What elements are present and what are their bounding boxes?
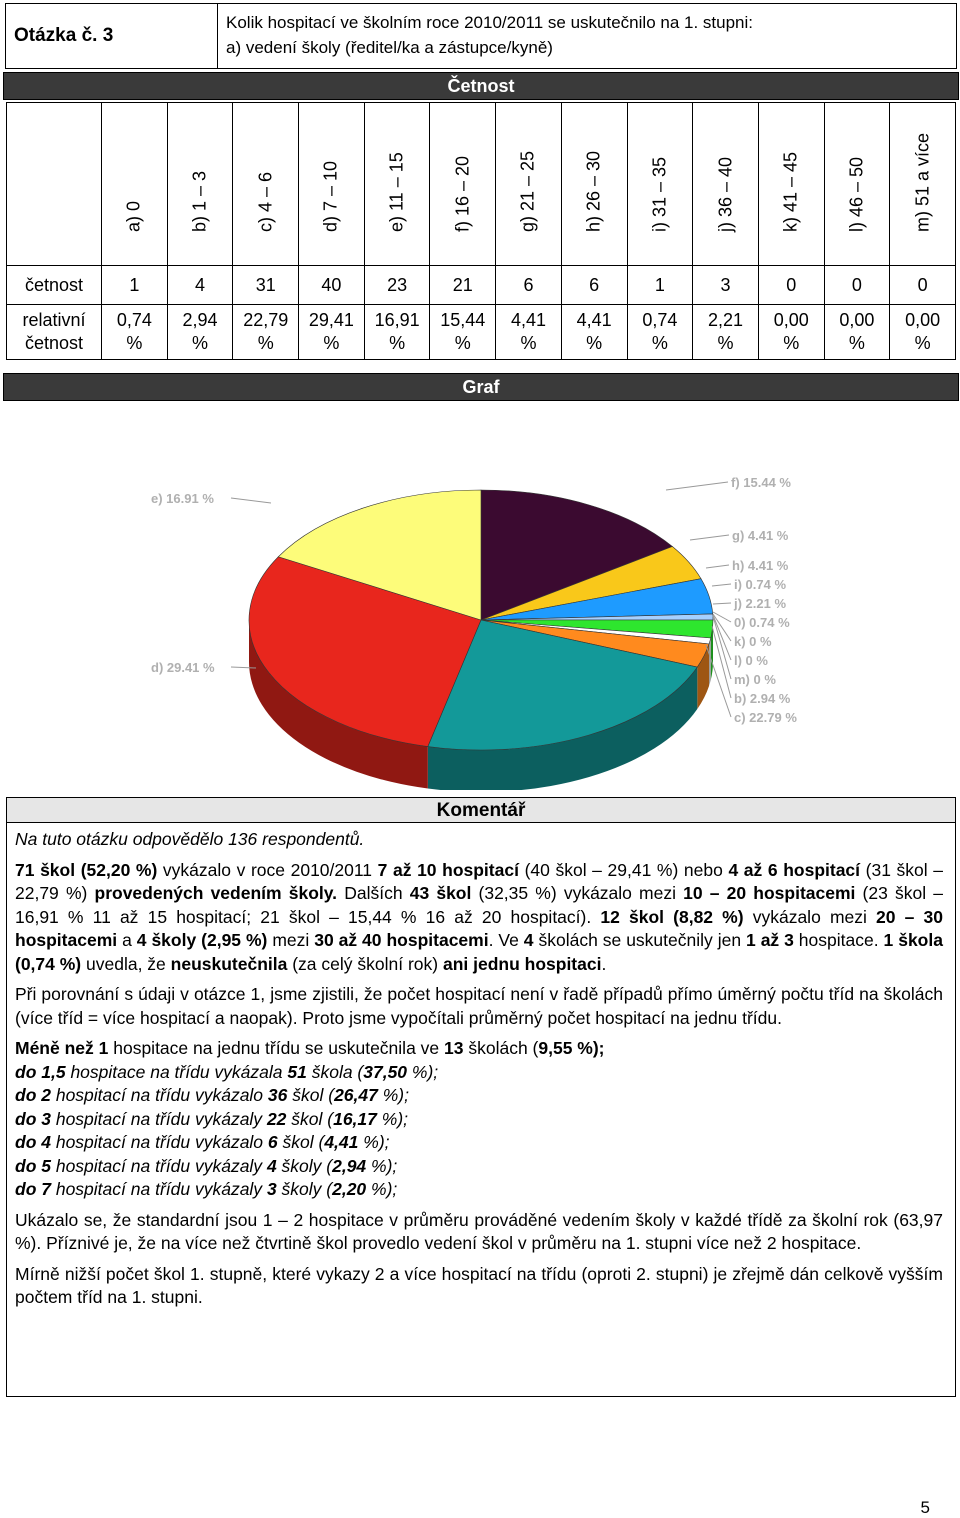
text-run: škol ( xyxy=(277,1132,325,1152)
count-cell: 4 xyxy=(167,266,233,305)
text-run: (40 škol – 29,41 %) nebo xyxy=(524,859,729,880)
text-run: do 2 xyxy=(15,1085,51,1105)
text-run: 12 škol (8,82 %) xyxy=(600,906,753,927)
count-cell: 6 xyxy=(496,266,562,305)
category-header-cell xyxy=(758,103,824,266)
comment-intro: Na tuto otázku odpovědělo 136 respondentů. xyxy=(15,829,365,849)
comment-list-item xyxy=(15,1178,943,1202)
text-run: 22 xyxy=(266,1108,287,1129)
relative-cell: 4,41 % xyxy=(496,305,562,360)
category-label: i) 31 – 35 xyxy=(649,156,670,232)
pie-label-k: k) 0 % xyxy=(734,634,772,649)
relative-label-line-1: relativní xyxy=(22,310,86,330)
pie-side-a xyxy=(709,638,711,686)
text-run: (32,35 %) vykázalo mezi xyxy=(471,883,684,903)
category-header-cell xyxy=(167,103,233,266)
category-label: e) 11 – 15 xyxy=(386,152,407,232)
text-run: %); xyxy=(376,1108,409,1129)
category-header-cell xyxy=(430,103,496,266)
category-label: d) 7 – 10 xyxy=(320,160,341,232)
text-run: . Ve xyxy=(488,930,524,950)
relative-cell: 2,94 % xyxy=(167,305,233,360)
text-run: (23 škol – 16,91 % 11 až 15 hospitací; 21 škol – 15,44 % 16 až 20 hospitací). xyxy=(15,883,944,927)
text-run: školách ( xyxy=(463,1038,539,1058)
text-run: 1 škola (0,74 %) xyxy=(15,930,943,974)
relative-label xyxy=(7,305,102,360)
comment-paragraph-2: Při porovnání s údaji v otázce 1, jsme zjistili, že počet hospitací není v řadě případů přímo úměrný počtu tříd na školách (více tříd = více hospitací a naopak). Proto jsme vypočítali průměrný počet hospitací na jednu třídu. xyxy=(15,984,943,1028)
text-run: hospitace. xyxy=(793,930,884,950)
relative-label-line-2: četnost xyxy=(24,333,84,353)
category-header-cell xyxy=(561,103,627,266)
relative-cell: 0,00 % xyxy=(824,305,890,360)
pie-label-g: g) 4.41 % xyxy=(732,528,789,543)
count-row xyxy=(7,266,956,305)
pie-label-h: h) 4.41 % xyxy=(732,558,789,573)
leader-line-m xyxy=(713,616,731,679)
category-header-cell xyxy=(824,103,890,266)
section-cetnost: Četnost xyxy=(3,72,959,100)
page-number: 5 xyxy=(920,1498,930,1517)
category-header-cell xyxy=(496,103,562,266)
category-header-cell xyxy=(627,103,693,266)
pie-label-e: e) 16.91 % xyxy=(151,491,214,506)
text-run: 9,55 %); xyxy=(538,1038,605,1058)
text-run: neuskutečnila xyxy=(170,953,288,974)
category-label: l) 46 – 50 xyxy=(846,156,867,232)
category-header-cell xyxy=(693,103,759,266)
question-text xyxy=(218,4,956,68)
category-label: h) 26 – 30 xyxy=(583,150,604,232)
count-cell: 6 xyxy=(561,266,627,305)
pie-label-j: j) 2.21 % xyxy=(734,596,787,611)
relative-cell: 29,41 % xyxy=(299,305,365,360)
text-run: 2,20 xyxy=(332,1179,367,1199)
count-cell: 3 xyxy=(693,266,759,305)
section-komentar: Komentář xyxy=(7,798,955,823)
pie-label-c: c) 22.79 % xyxy=(734,710,797,725)
text-run: . xyxy=(601,953,607,974)
text-run: hospitací na třídu vykázalo xyxy=(50,1085,268,1105)
count-cell: 40 xyxy=(299,266,365,305)
pie-label-f: f) 15.44 % xyxy=(731,475,791,490)
comment-paragraph-4: Mírně nižší počet škol 1. stupně, které vykazy 2 a více hospitací na třídu (oproti 2. stupni) je zřejmě dán celkově vyšším počtem tříd na 1. stupni. xyxy=(15,1263,943,1307)
corner-cell xyxy=(7,103,102,266)
text-run: Méně než 1 xyxy=(15,1038,109,1058)
count-cell: 31 xyxy=(233,266,299,305)
pie-label-d: d) 29.41 % xyxy=(151,660,215,675)
comment-list-item xyxy=(15,1108,943,1132)
relative-cell: 0,00 % xyxy=(758,305,824,360)
text-run: do 4 xyxy=(15,1132,51,1152)
question-label: Otázka č. 3 xyxy=(6,4,218,68)
text-run: 51 xyxy=(287,1061,307,1082)
comment-body xyxy=(15,828,943,1317)
relative-row xyxy=(7,305,956,360)
category-label: k) 41 – 45 xyxy=(780,151,801,232)
text-run: 1 až 3 xyxy=(746,930,794,950)
leader-line-f xyxy=(666,482,728,490)
pie-label-l: l) 0 % xyxy=(734,653,768,668)
text-run: hospitací na třídu vykázaly xyxy=(50,1179,267,1199)
relative-cell: 15,44 % xyxy=(430,305,496,360)
pie-chart xyxy=(6,400,956,790)
text-run: 2,94 xyxy=(332,1155,367,1176)
relative-cell: 2,21 % xyxy=(693,305,759,360)
text-run: 26,47 xyxy=(334,1085,378,1105)
text-run: ani jednu hospitaci xyxy=(442,953,602,974)
text-run: hospitací na třídu vykázalo xyxy=(50,1132,268,1152)
text-run: 4 až 6 hospitací xyxy=(728,859,866,880)
text-run: vykázalo v roce 2010/2011 xyxy=(162,859,378,880)
text-run: do 1,5 xyxy=(15,1061,66,1082)
text-run: 4 školy (2,95 %) xyxy=(136,930,273,950)
text-run: škola ( xyxy=(306,1061,364,1082)
section-graf: Graf xyxy=(3,373,959,401)
leader-line-j xyxy=(713,603,731,604)
pie-chart-area xyxy=(6,400,956,790)
count-cell: 0 xyxy=(824,266,890,305)
comment-paragraph-3: Ukázalo se, že standardní jsou 1 – 2 hospitace v průměru prováděné vedením školy v každé třídě za školní rok (63,97 %). Příznivé je, že na více než čtvrtině škol provedlo vedení škol v průměru na 1. stupni více než 2 hospitace. xyxy=(15,1209,943,1253)
text-run: školách se uskutečnily jen xyxy=(538,930,747,950)
text-run: 30 až 40 hospitacemi xyxy=(314,930,489,950)
leader-line-h xyxy=(706,565,729,568)
pie-label-a: 0) 0.74 % xyxy=(734,615,790,630)
text-run: (52,20 %) xyxy=(80,859,163,880)
category-label: b) 1 – 3 xyxy=(189,170,210,232)
comment-list-item xyxy=(15,1037,943,1061)
comment-list-item xyxy=(15,1155,943,1179)
text-run: 4,41 xyxy=(324,1132,359,1152)
text-run: vykázalo mezi xyxy=(752,906,877,927)
text-run: %); xyxy=(358,1132,390,1152)
leader-line-e xyxy=(231,498,271,503)
category-label: f) 16 – 20 xyxy=(452,155,473,232)
comment-list-item xyxy=(15,1131,943,1155)
count-cell: 1 xyxy=(102,266,168,305)
comment-paragraph-1 xyxy=(15,859,943,977)
text-run: 13 xyxy=(444,1038,464,1058)
frequency-table xyxy=(6,102,956,360)
relative-cell: 22,79 % xyxy=(233,305,299,360)
text-run: 10 – 20 hospitacemi xyxy=(683,883,856,903)
question-line-1: Kolik hospitací ve školním roce 2010/2011 se uskutečnilo na 1. stupni: xyxy=(226,13,753,32)
text-run: 6 xyxy=(267,1132,278,1152)
text-run: škol ( xyxy=(286,1108,334,1129)
text-run: do 7 xyxy=(15,1179,51,1199)
relative-cell: 0,74 % xyxy=(102,305,168,360)
count-cell: 21 xyxy=(430,266,496,305)
text-run: hospitací na třídu vykázaly xyxy=(50,1155,267,1176)
text-run: 16,17 xyxy=(333,1108,377,1129)
count-cell: 0 xyxy=(758,266,824,305)
text-run: do 3 xyxy=(15,1108,51,1129)
category-label: j) 36 – 40 xyxy=(715,156,736,232)
text-run: do 5 xyxy=(15,1155,51,1176)
comment-list-item xyxy=(15,1061,943,1085)
text-run: hospitací na třídu vykázaly xyxy=(50,1108,267,1129)
count-label: četnost xyxy=(7,266,102,305)
category-header-cell xyxy=(233,103,299,266)
pie-label-b: b) 2.94 % xyxy=(734,691,791,706)
pie-label-i: i) 0.74 % xyxy=(734,577,787,592)
category-label: m) 51 a více xyxy=(912,132,933,232)
text-run: 4 xyxy=(266,1155,277,1176)
category-header-cell xyxy=(890,103,956,266)
question-line-2: a) vedení školy (ředitel/ka a zástupce/kyně) xyxy=(226,38,553,57)
text-run: 37,50 xyxy=(363,1061,408,1082)
text-run: uvedla, že xyxy=(81,953,171,974)
text-run: Dalších xyxy=(337,883,410,903)
category-header-cell xyxy=(364,103,430,266)
text-run: 43 škol xyxy=(409,883,472,903)
category-header-cell xyxy=(102,103,168,266)
comment-list xyxy=(15,1037,943,1202)
relative-cell: 16,91 % xyxy=(364,305,430,360)
text-run: 7 až 10 hospitací xyxy=(377,859,525,880)
text-run: 36 xyxy=(267,1085,288,1105)
category-label: g) 21 – 25 xyxy=(517,150,538,232)
comment-box xyxy=(6,797,956,1397)
text-run: %); xyxy=(366,1179,398,1199)
leader-line-i xyxy=(712,584,731,586)
text-run: %); xyxy=(407,1061,439,1082)
text-run: (za celý školní rok) xyxy=(287,953,443,974)
count-cell: 23 xyxy=(364,266,430,305)
category-header-cell xyxy=(299,103,365,266)
pie-label-m: m) 0 % xyxy=(734,672,776,687)
text-run: hospitace na třídu vykázala xyxy=(65,1061,288,1082)
text-run: hospitace na jednu třídu se uskutečnila ve xyxy=(108,1038,445,1058)
category-header-row xyxy=(7,103,956,266)
question-header xyxy=(5,3,957,69)
text-run: školy ( xyxy=(276,1179,333,1199)
text-run: %); xyxy=(377,1085,409,1105)
text-run: škol ( xyxy=(287,1085,335,1105)
leader-line-g xyxy=(690,535,729,540)
text-run: 3 xyxy=(266,1179,277,1199)
text-run: (31 škol – 22,79 %) xyxy=(15,859,943,903)
category-label: c) 4 – 6 xyxy=(255,171,276,232)
comment-list-item xyxy=(15,1084,943,1108)
text-run: a xyxy=(117,930,137,950)
text-run: 71 škol xyxy=(15,859,81,880)
relative-cell: 0,74 % xyxy=(627,305,693,360)
count-cell: 0 xyxy=(890,266,956,305)
text-run: provedených vedením školy. xyxy=(94,883,338,903)
text-run: mezi xyxy=(272,930,315,950)
text-run: školy ( xyxy=(276,1155,333,1176)
text-run: 20 – 30 hospitacemi xyxy=(15,906,943,950)
text-run: 4 xyxy=(523,930,539,950)
relative-cell: 0,00 % xyxy=(890,305,956,360)
count-cell: 1 xyxy=(627,266,693,305)
relative-cell: 4,41 % xyxy=(561,305,627,360)
category-label: a) 0 xyxy=(123,200,144,232)
text-run: %); xyxy=(366,1155,398,1176)
